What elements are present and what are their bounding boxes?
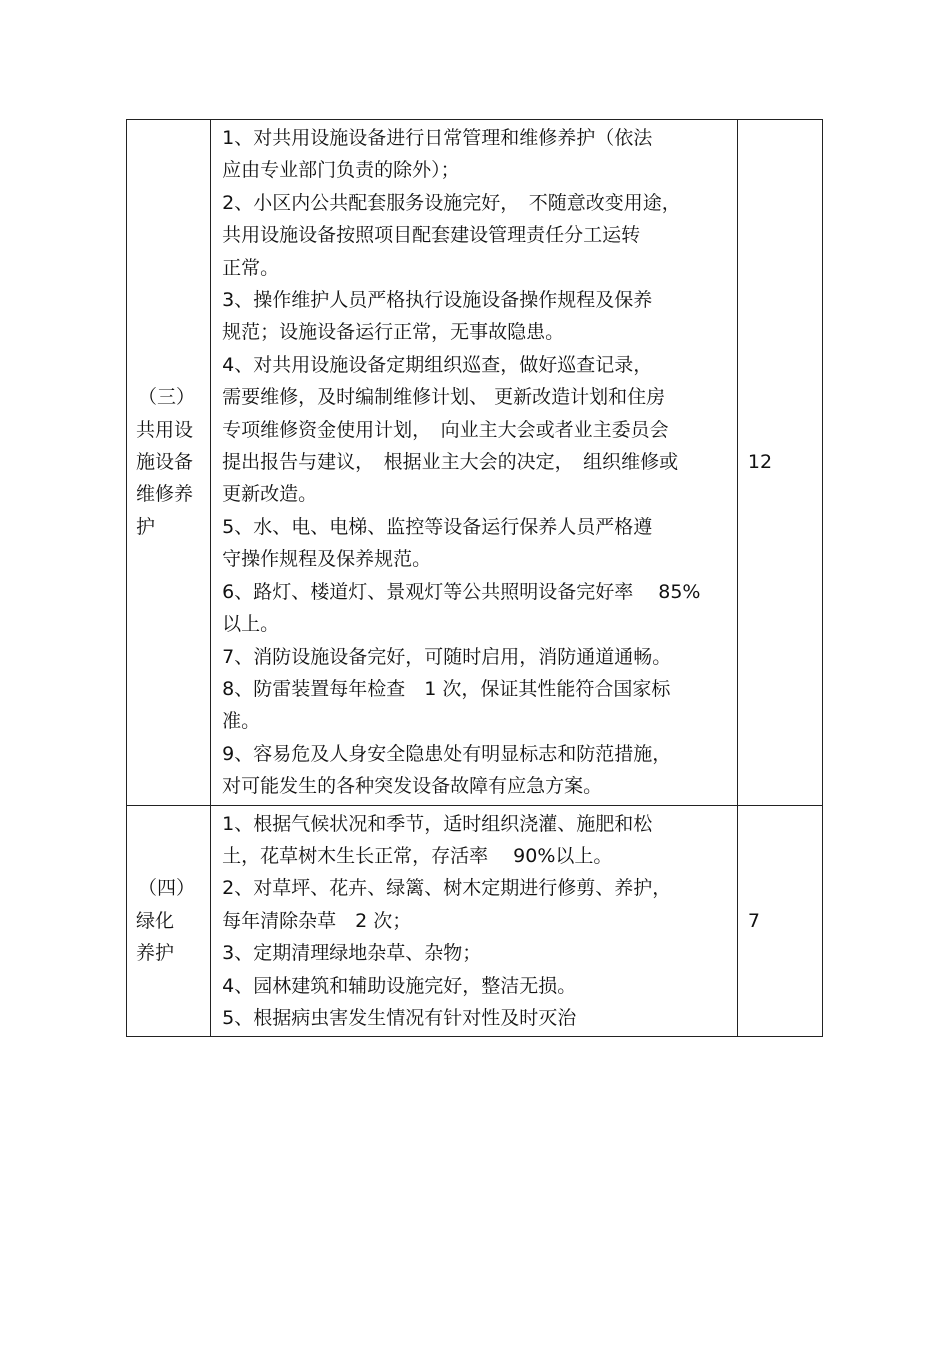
- list-item: 4、园林建筑和辅助设施完好，整洁无损。: [222, 974, 577, 997]
- category-cell: [127, 120, 211, 806]
- list-item: 2、对草坪、花卉、绿篱、树木定期进行修剪、养护， 每年清除杂草 2 次；: [222, 877, 672, 932]
- list-item: 3、定期清理绿地杂草、杂物；: [222, 942, 482, 965]
- score-cell: 7: [737, 805, 822, 1037]
- list-item: 8、防雷装置每年检查 1 次，保证其性能符合国家标 准。: [222, 677, 671, 733]
- list-item: 3、操作维护人员严格执行设施设备操作规程及保养 规范；设施设备运行正常，无事故隐患。: [222, 289, 653, 344]
- list-item: 5、水、电、电梯、监控等设备运行保养人员严格遵 守操作规程及保养规范。: [222, 515, 653, 571]
- category-line: 护: [136, 515, 156, 538]
- list-item: 2、小区内公共配套服务设施完好， 不随意改变用途， 共用设施设备按照项目配套建设管理责任分工运转 正常。: [222, 191, 681, 279]
- category-line: （三）: [138, 386, 196, 409]
- category-cell: [127, 805, 211, 1037]
- list-item: 5、根据病虫害发生情况有针对性及时灭治: [222, 1006, 577, 1029]
- category-line: 养护: [136, 942, 175, 965]
- list-item: 4、对共用设施设备定期组织巡查，做好巡查记录， 需要维修，及时编制维修计划、 更新改造计划和住房 专项维修资金使用计划， 向业主大会或者业主委员会 提出报告与建议， 根据业主大会的决定， 组织维修或 更新改造。: [222, 353, 679, 506]
- list-item: 7、消防设施设备完好，可随时启用，消防通道通畅。: [222, 645, 672, 668]
- table-row: [127, 805, 823, 1037]
- content-cell: [211, 805, 738, 1037]
- standards-table: [126, 119, 823, 1037]
- list-item: 1、根据气候状况和季节，适时组织浇灌、施肥和松 土，花草树木生长正常，存活率 90%以上。: [222, 812, 653, 867]
- category-line: 共用设: [136, 418, 194, 441]
- score-cell: 12: [737, 120, 822, 806]
- table-row: [127, 120, 823, 806]
- list-item: 1、对共用设施设备进行日常管理和维修养护（依法 应由专业部门负责的除外）；: [222, 127, 653, 182]
- category-line: 绿化: [136, 909, 175, 932]
- content-cell: [211, 120, 738, 806]
- list-item: 6、路灯、楼道灯、景观灯等公共照明设备完好率 85% 以上。: [222, 580, 701, 636]
- category-line: 维修养: [136, 483, 194, 506]
- list-item: 9、容易危及人身安全隐患处有明显标志和防范措施， 对可能发生的各种突发设备故障有应急方案。: [222, 742, 672, 798]
- category-line: （四）: [138, 877, 196, 900]
- category-line: 施设备: [136, 451, 194, 474]
